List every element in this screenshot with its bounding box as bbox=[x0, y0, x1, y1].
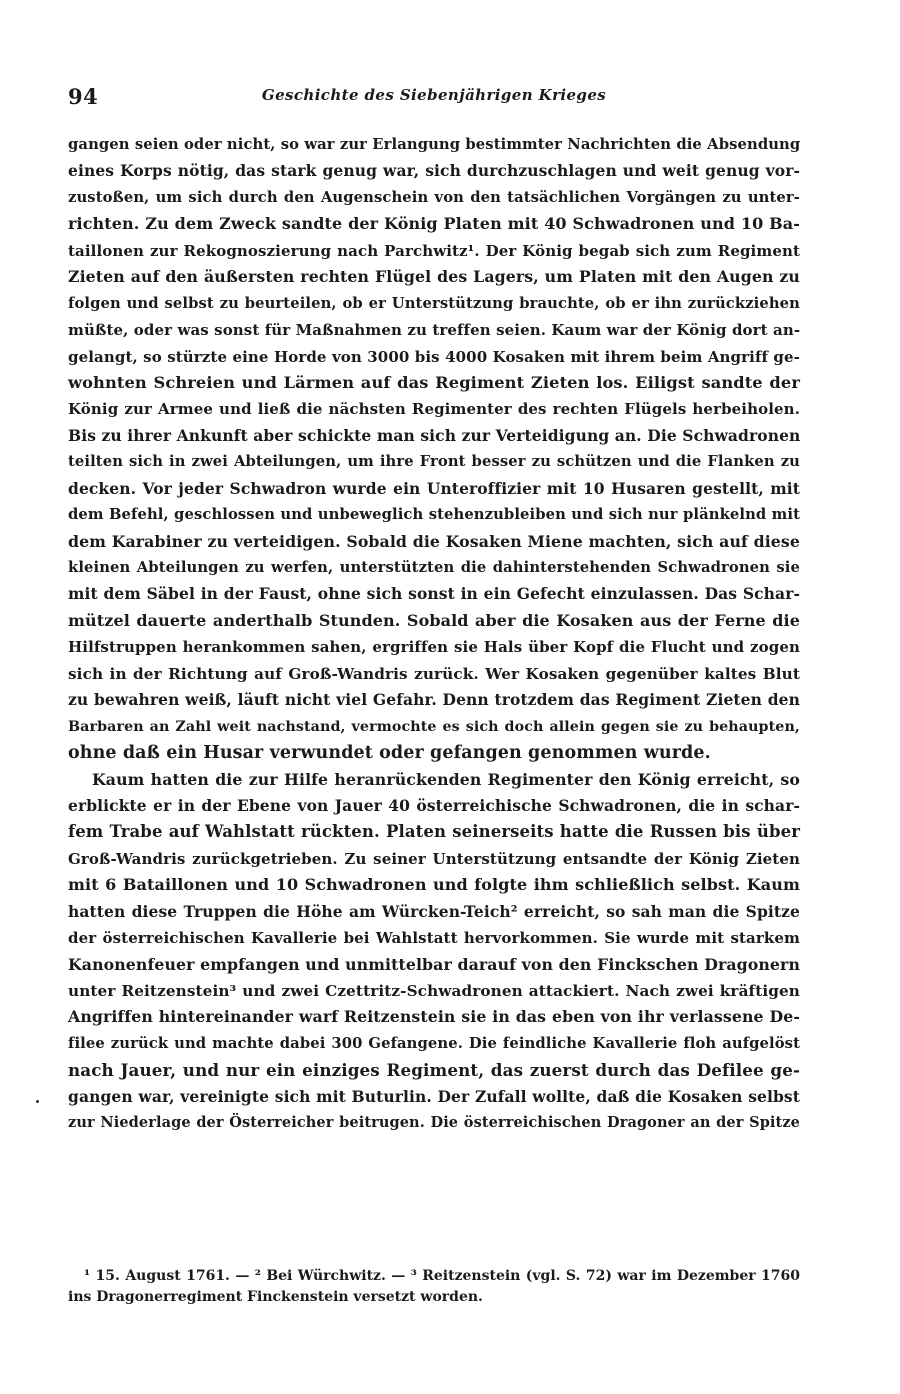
footnote-line: ¹ 15. August 1761. — ² Bei Würchwitz. — ³ Reitzenstein (vgl. S. 72) war im Dezember 1760 bbox=[84, 1268, 800, 1284]
text-line: taillonen zur Rekognoszierung nach Parchwitz¹. Der König begab sich zum Regiment bbox=[68, 241, 800, 260]
text-line: unter Reitzenstein³ und zwei Czettritz-Schwadronen attackiert. Nach zwei kräftigen bbox=[68, 982, 800, 1000]
paragraph-start-line: Kaum hatten die zur Hilfe heranrückenden Regimenter den König erreicht, so bbox=[92, 769, 800, 789]
text-line: wohnten Schreien und Lärmen auf das Regiment Zieten los. Eiligst sandte der bbox=[68, 372, 800, 392]
text-line: Hilfstruppen herankommen sahen, ergriffen sie Hals über Kopf die Flucht und zogen bbox=[68, 638, 800, 657]
text-line: dem Karabiner zu verteidigen. Sobald die Kosaken Miene machten, sich auf diese bbox=[68, 531, 800, 551]
text-line: mit 6 Bataillonen und 10 Schwadronen und folgte ihm schließlich selbst. Kaum bbox=[68, 875, 800, 895]
running-title: Geschichte des Siebenjährigen Krieges bbox=[261, 86, 607, 104]
text-line: der österreichischen Kavallerie bei Wahlstatt hervorkommen. Sie wurde mit starkem bbox=[68, 929, 800, 948]
text-line: eines Korps nötig, das stark genug war, sich durchzuschlagen und weit genug vor- bbox=[68, 161, 800, 181]
print-speck bbox=[36, 1100, 39, 1103]
text-line: gangen seien oder nicht, so war zur Erlangung bestimmter Nachrichten die Absendung bbox=[68, 136, 801, 153]
text-line: König zur Armee und ließ die nächsten Regimenter des rechten Flügels herbeiholen. bbox=[68, 400, 800, 419]
text-line: decken. Vor jeder Schwadron wurde ein Unteroffizier mit 10 Husaren gestellt, mit bbox=[68, 478, 800, 498]
text-line: Groß-Wandris zurückgetrieben. Zu seiner Unterstützung entsandte der König Zieten bbox=[68, 849, 800, 868]
text-line: erblickte er in der Ebene von Jauer 40 österreichische Schwadronen, die in schar- bbox=[68, 795, 800, 815]
text-line: Kanonenfeuer empfangen und unmittelbar darauf von den Finckschen Dragonern bbox=[68, 954, 800, 974]
text-line: Bis zu ihrer Ankunft aber schickte man sich zur Verteidigung an. Die Schwadronen bbox=[68, 425, 801, 445]
text-line: mit dem Säbel in der Faust, ohne sich sonst in ein Gefecht einzulassen. Das Schar- bbox=[68, 584, 800, 604]
text-line: Angriffen hintereinander warf Reitzenstein sie in das eben von ihr verlassene De- bbox=[68, 1007, 800, 1027]
text-line: teilten sich in zwei Abteilungen, um ihre Front besser zu schützen und die Flanken zu bbox=[68, 453, 800, 471]
text-line: Zieten auf den äußersten rechten Flügel des Lagers, um Platen mit den Augen zu bbox=[68, 267, 800, 287]
text-line: müßte, oder was sonst für Maßnahmen zu treffen seien. Kaum war der König dort an- bbox=[68, 321, 801, 340]
page-number: 94 bbox=[68, 84, 99, 109]
text-line: gangen war, vereinigte sich mit Buturlin. Der Zufall wollte, daß die Kosaken selbst bbox=[68, 1086, 800, 1106]
text-line: Barbaren an Zahl weit nachstand, vermochte es sich doch allein gegen sie zu behaupten, bbox=[68, 718, 800, 735]
text-line: sich in der Richtung auf Groß-Wandris zurück. Wer Kosaken gegenüber kaltes Blut bbox=[68, 664, 800, 683]
footnote-line: ins Dragonerregiment Finckenstein versetzt worden. bbox=[68, 1289, 483, 1305]
text-line: zur Niederlage der Österreicher beitrugen. Die österreichischen Dragoner an der Spitze bbox=[68, 1114, 800, 1132]
text-line: nach Jauer, und nur ein einziges Regiment, das zuerst durch das Defilee ge- bbox=[68, 1060, 800, 1081]
paragraph-end-line: ohne daß ein Husar verwundet oder gefangen genommen wurde. bbox=[68, 743, 711, 764]
text-line: hatten diese Truppen die Höhe am Würcken-Teich² erreicht, so sah man die Spitze bbox=[68, 901, 800, 921]
text-line: gelangt, so stürzte eine Horde von 3000 bis 4000 Kosaken mit ihrem beim Angriff ge- bbox=[68, 347, 800, 366]
text-line: zustoßen, um sich durch den Augenschein von den tatsächlichen Vorgängen zu unter- bbox=[68, 188, 800, 206]
running-head bbox=[68, 84, 800, 114]
text-line: richten. Zu dem Zweck sandte der König Platen mit 40 Schwadronen und 10 Ba- bbox=[68, 214, 800, 234]
text-line: mützel dauerte anderthalb Stunden. Sobald aber die Kosaken aus der Ferne die bbox=[68, 610, 800, 630]
footnotes bbox=[68, 1266, 800, 1308]
text-line: filee zurück und machte dabei 300 Gefangene. Die feindliche Kavallerie floh aufgelöst bbox=[68, 1034, 800, 1052]
text-line: zu bewahren weiß, läuft nicht viel Gefahr. Denn trotzdem das Regiment Zieten den bbox=[68, 690, 800, 710]
text-line: folgen und selbst zu beurteilen, ob er Unterstützung brauchte, ob er ihn zurückziehen bbox=[68, 294, 800, 312]
text-line: dem Befehl, geschlossen und unbeweglich stehenzubleiben und sich nur plänkelnd mit bbox=[68, 506, 800, 524]
body-text bbox=[68, 132, 800, 1137]
text-line: fem Trabe auf Wahlstatt rückten. Platen seinerseits hatte die Russen bis über bbox=[68, 822, 800, 842]
text-line: kleinen Abteilungen zu werfen, unterstützten die dahinterstehenden Schwadronen sie bbox=[68, 559, 800, 576]
